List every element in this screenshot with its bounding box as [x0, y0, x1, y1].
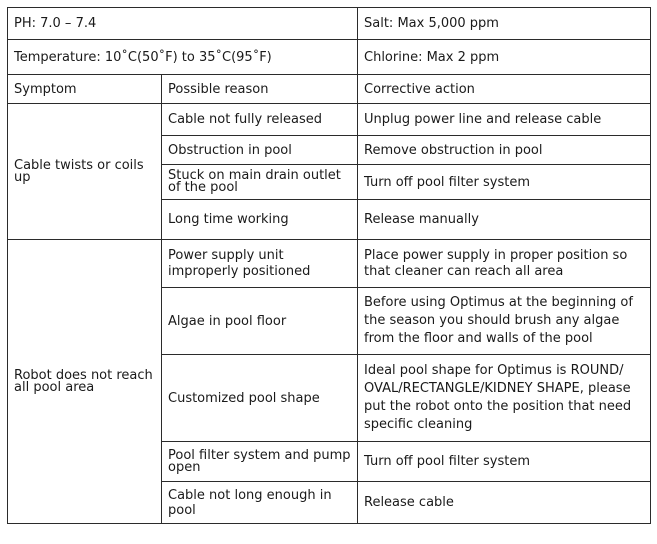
action-cell: Turn off pool filter system [358, 442, 651, 482]
temperature-cell: Temperature: 10˚C(50˚F) to 35˚C(95˚F) [8, 40, 358, 75]
salt-cell: Salt: Max 5,000 ppm [358, 8, 651, 40]
reason-cell: Pool filter system and pump open [162, 442, 358, 482]
reason-cell: Cable not fully released [162, 104, 358, 136]
action-cell: Release cable [358, 482, 651, 524]
action-cell: Before using Optimus at the beginning of the season you should brush any algae from the floor and walls of the pool [358, 288, 651, 355]
table-row [8, 104, 651, 136]
header-row-ph [8, 8, 651, 40]
header-row-temperature [8, 40, 651, 75]
reason-cell: Stuck on main drain outlet of the pool [162, 165, 358, 200]
ph-cell: PH: 7.0 – 7.4 [8, 8, 358, 40]
action-cell: Place power supply in proper position so that cleaner can reach all area [358, 240, 651, 288]
reason-cell: Power supply unit improperly positioned [162, 240, 358, 288]
action-cell: Unplug power line and release cable [358, 104, 651, 136]
column-header-row [8, 75, 651, 104]
troubleshooting-table [7, 7, 651, 524]
action-cell: Release manually [358, 200, 651, 240]
symptom-cell: Cable twists or coils up [8, 104, 162, 240]
reason-cell: Long time working [162, 200, 358, 240]
symptom-cell: Robot does not reach all pool area [8, 240, 162, 524]
reason-cell: Cable not long enough in pool [162, 482, 358, 524]
reason-cell: Obstruction in pool [162, 136, 358, 165]
action-cell: Ideal pool shape for Optimus is ROUND/ OVAL/RECTANGLE/KIDNEY SHAPE, please put the robot onto the position that need specific cleaning [358, 355, 651, 442]
action-cell: Remove obstruction in pool [358, 136, 651, 165]
chlorine-cell: Chlorine: Max 2 ppm [358, 40, 651, 75]
action-cell: Turn off pool filter system [358, 165, 651, 200]
reason-cell: Customized pool shape [162, 355, 358, 442]
column-header-reason: Possible reason [162, 75, 358, 104]
reason-cell: Algae in pool floor [162, 288, 358, 355]
column-header-symptom: Symptom [8, 75, 162, 104]
column-header-action: Corrective action [358, 75, 651, 104]
table-row [8, 240, 651, 288]
